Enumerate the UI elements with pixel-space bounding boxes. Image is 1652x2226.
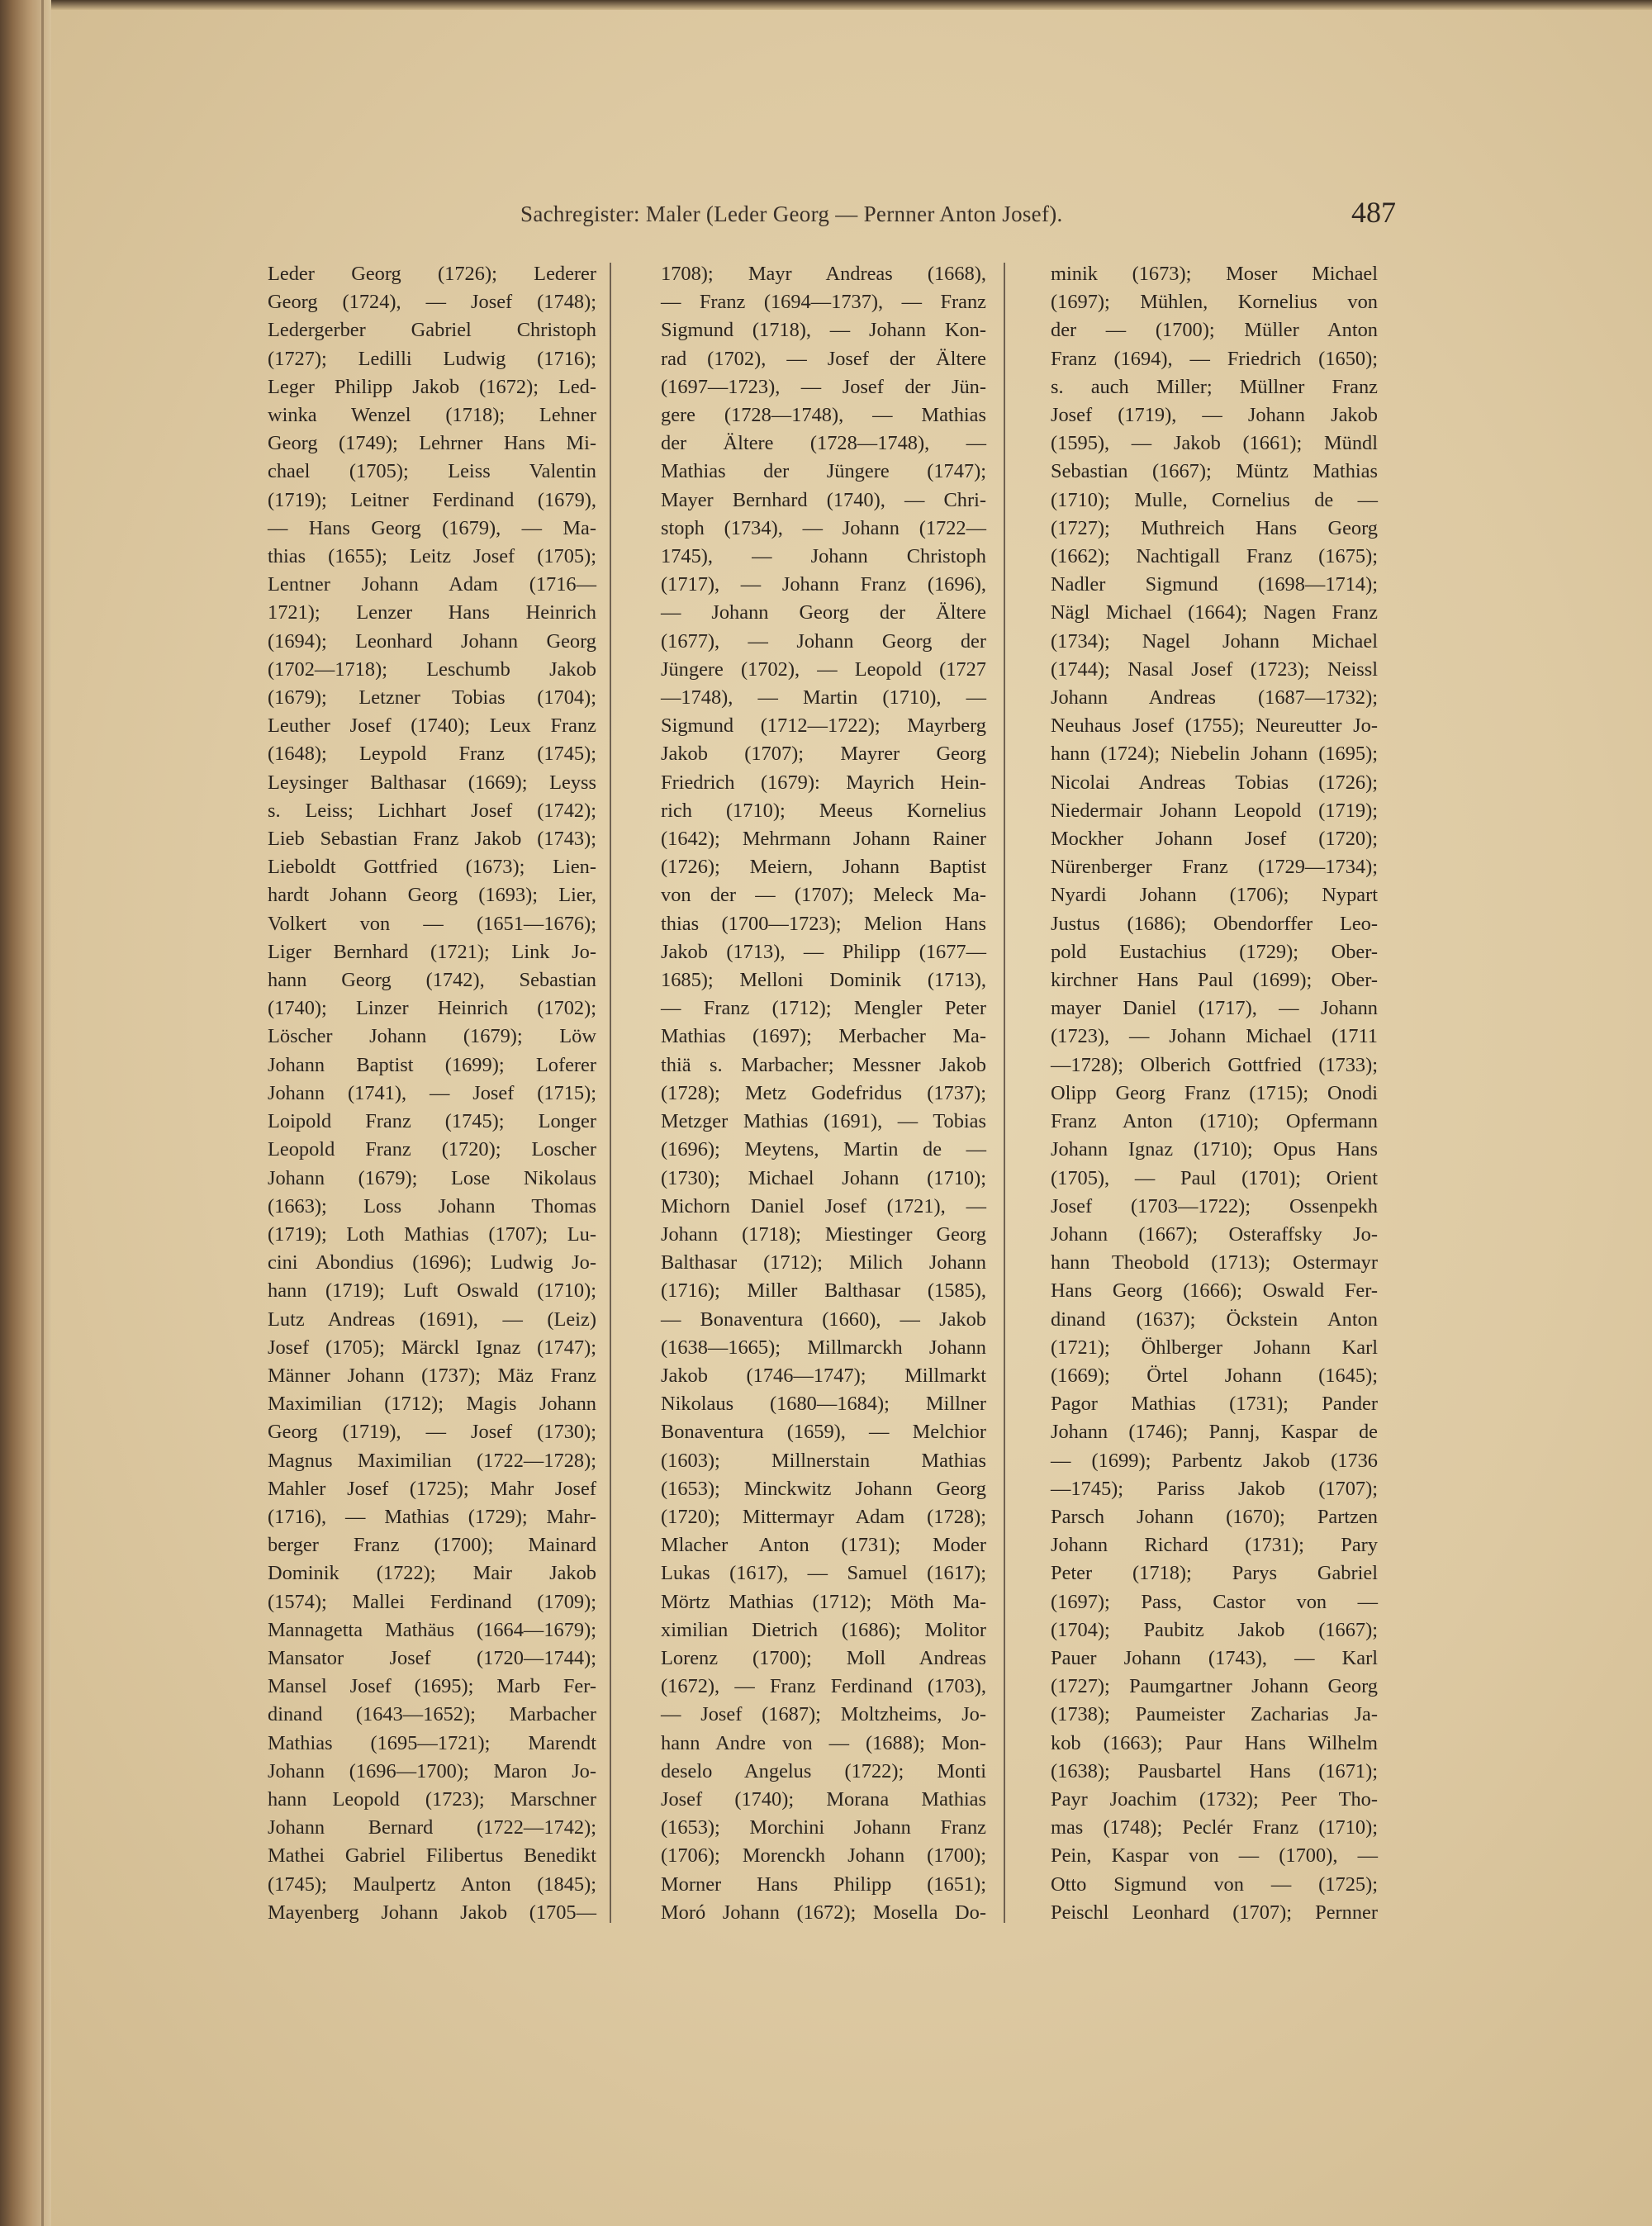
index-line: Jakob (1713), — Philipp (1677—	[661, 940, 986, 963]
index-column-1	[268, 260, 596, 1937]
index-line: s. Leiss; Lichhart Josef (1742);	[268, 799, 596, 822]
index-line: Leuther Josef (1740); Leux Franz	[268, 714, 596, 738]
index-line: (1717), — Johann Franz (1696),	[661, 573, 986, 596]
index-line: Johann (1746); Pannj, Kaspar de	[1051, 1421, 1378, 1444]
index-line: Georg (1719), — Josef (1730);	[268, 1421, 596, 1444]
index-line: 1745), — Johann Christoph	[661, 545, 986, 568]
index-line: Lieb Sebastian Franz Jakob (1743);	[268, 828, 596, 851]
index-line: dinand (1637); Öckstein Anton	[1051, 1308, 1378, 1331]
index-line: Johann Baptist (1699); Loferer	[268, 1053, 596, 1076]
index-line: Mathei Gabriel Filibertus Benedikt	[268, 1844, 596, 1868]
index-line: Nicolai Andreas Tobias (1726);	[1051, 771, 1378, 794]
index-line: Liger Bernhard (1721); Link Jo-	[268, 940, 596, 963]
index-line: (1705), — Paul (1701); Orient	[1051, 1166, 1378, 1189]
index-line: (1694); Leonhard Johann Georg	[268, 629, 596, 653]
index-line: Sebastian (1667); Müntz Mathias	[1051, 460, 1378, 483]
index-line: (1653); Minckwitz Johann Georg	[661, 1477, 986, 1500]
index-line: Sigmund (1718), — Johann Kon-	[661, 319, 986, 342]
index-line: (1653); Morchini Johann Franz	[661, 1816, 986, 1839]
index-line: Nadler Sigmund (1698—1714);	[1051, 573, 1378, 596]
index-line: Jüngere (1702), — Leopold (1727	[661, 657, 986, 681]
index-line: Niedermair Johann Leopold (1719);	[1051, 799, 1378, 822]
index-line: Justus (1686); Obendorffer Leo-	[1051, 912, 1378, 935]
index-line: Johann (1741), — Josef (1715);	[268, 1081, 596, 1104]
index-line: Mansel Josef (1695); Marb Fer-	[268, 1675, 596, 1698]
index-line: Dominik (1722); Mair Jakob	[268, 1562, 596, 1585]
index-line: Metzger Mathias (1691), — Tobias	[661, 1110, 986, 1133]
index-line: chael (1705); Leiss Valentin	[268, 460, 596, 483]
index-line: Mathias der Jüngere (1747);	[661, 460, 986, 483]
index-line: Johann (1667); Osteraffsky Jo-	[1051, 1222, 1378, 1246]
index-line: Mathias (1695—1721); Marendt	[268, 1731, 596, 1754]
index-line: (1730); Michael Johann (1710);	[661, 1166, 986, 1189]
index-line: Nikolaus (1680—1684); Millner	[661, 1393, 986, 1416]
index-line: deselo Angelus (1722); Monti	[661, 1759, 986, 1782]
index-line: Ledergerber Gabriel Christoph	[268, 319, 596, 342]
index-line: (1726); Meiern, Johann Baptist	[661, 856, 986, 879]
index-line: thias (1655); Leitz Josef (1705);	[268, 545, 596, 568]
index-line: Nürenberger Franz (1729—1734);	[1051, 856, 1378, 879]
index-line: (1669); Örtel Johann (1645);	[1051, 1364, 1378, 1387]
index-line: (1719); Leitner Ferdinand (1679),	[268, 488, 596, 511]
index-line: (1740); Linzer Heinrich (1702);	[268, 997, 596, 1020]
index-line: Lukas (1617), — Samuel (1617);	[661, 1562, 986, 1585]
index-line: Magnus Maximilian (1722—1728);	[268, 1449, 596, 1472]
index-line: Mörtz Mathias (1712); Möth Ma-	[661, 1590, 986, 1613]
index-line: (1727); Ledilli Ludwig (1716);	[268, 347, 596, 370]
index-line: Lentner Johann Adam (1716—	[268, 573, 596, 596]
index-line: Josef (1719), — Johann Jakob	[1051, 404, 1378, 427]
index-line: stoph (1734), — Johann (1722—	[661, 516, 986, 539]
index-line: (1677), — Johann Georg der	[661, 629, 986, 653]
index-line: gere (1728—1748), — Mathias	[661, 404, 986, 427]
index-line: Josef (1705); Märckl Ignaz (1747);	[268, 1336, 596, 1359]
index-line: —1748), — Martin (1710), —	[661, 686, 986, 710]
index-line: (1706); Morenckh Johann (1700);	[661, 1844, 986, 1868]
index-line: — Hans Georg (1679), — Ma-	[268, 516, 596, 539]
index-line: (1720); Mittermayr Adam (1728);	[661, 1505, 986, 1528]
index-line: (1745); Maulpertz Anton (1845);	[268, 1872, 596, 1896]
index-line: (1738); Paumeister Zacharias Ja-	[1051, 1703, 1378, 1726]
index-line: (1716), — Mathias (1729); Mahr-	[268, 1505, 596, 1528]
spine-fold-line	[41, 0, 44, 2226]
index-line: (1704); Paubitz Jakob (1667);	[1051, 1618, 1378, 1641]
index-line: mas (1748); Peclér Franz (1710);	[1051, 1816, 1378, 1839]
index-line: (1638—1665); Millmarckh Johann	[661, 1336, 986, 1359]
index-line: Pauer Johann (1743), — Karl	[1051, 1646, 1378, 1669]
index-line: Parsch Johann (1670); Partzen	[1051, 1505, 1378, 1528]
index-line: (1672), — Franz Ferdinand (1703),	[661, 1675, 986, 1698]
index-line: (1727); Paumgartner Johann Georg	[1051, 1675, 1378, 1698]
index-line: Leysinger Balthasar (1669); Leyss	[268, 771, 596, 794]
index-line: kob (1663); Paur Hans Wilhelm	[1051, 1731, 1378, 1754]
index-line: Löscher Johann (1679); Löw	[268, 1025, 596, 1048]
index-line: (1728); Metz Godefridus (1737);	[661, 1081, 986, 1104]
index-line: 1685); Melloni Dominik (1713),	[661, 969, 986, 992]
index-line: Lorenz (1700); Moll Andreas	[661, 1646, 986, 1669]
index-line: von der — (1707); Meleck Ma-	[661, 884, 986, 907]
index-line: Peischl Leonhard (1707); Pernner	[1051, 1901, 1378, 1924]
index-line: (1710); Mulle, Cornelius de —	[1051, 488, 1378, 511]
index-line: Michorn Daniel Josef (1721), —	[661, 1194, 986, 1217]
index-line: Friedrich (1679): Mayrich Hein-	[661, 771, 986, 794]
index-line: Bonaventura (1659), — Melchior	[661, 1421, 986, 1444]
index-line: pold Eustachius (1729); Ober-	[1051, 940, 1378, 963]
index-line: Josef (1703—1722); Ossenpekh	[1051, 1194, 1378, 1217]
index-column-3	[1051, 260, 1378, 1937]
index-line: rich (1710); Meeus Kornelius	[661, 799, 986, 822]
index-line: ximilian Dietrich (1686); Molitor	[661, 1618, 986, 1641]
index-line: dinand (1643—1652); Marbacher	[268, 1703, 596, 1726]
index-line: (1734); Nagel Johann Michael	[1051, 629, 1378, 653]
index-line: winka Wenzel (1718); Lehner	[268, 404, 596, 427]
index-line: —1728); Olberich Gottfried (1733);	[1051, 1053, 1378, 1076]
index-line: thiä s. Marbacher; Messner Jakob	[661, 1053, 986, 1076]
index-line: thias (1700—1723); Melion Hans	[661, 912, 986, 935]
index-line: rad (1702), — Josef der Ältere	[661, 347, 986, 370]
index-line: Sigmund (1712—1722); Mayrberg	[661, 714, 986, 738]
index-line: 1708); Mayr Andreas (1668),	[661, 263, 986, 285]
index-line: Georg (1749); Lehrner Hans Mi-	[268, 432, 596, 455]
index-line: der — (1700); Müller Anton	[1051, 319, 1378, 342]
index-line: hardt Johann Georg (1693); Lier,	[268, 884, 596, 907]
index-line: Pein, Kaspar von — (1700), —	[1051, 1844, 1378, 1868]
index-line: (1697—1723), — Josef der Jün-	[661, 375, 986, 398]
index-line: Lieboldt Gottfried (1673); Lien-	[268, 856, 596, 879]
index-line: (1648); Leypold Franz (1745);	[268, 743, 596, 766]
index-line: cini Abondius (1696); Ludwig Jo-	[268, 1251, 596, 1274]
index-line: Josef (1740); Morana Mathias	[661, 1787, 986, 1811]
index-line: (1679); Letzner Tobias (1704);	[268, 686, 596, 710]
index-line: Lutz Andreas (1691), — (Leiz)	[268, 1308, 596, 1331]
index-line: Volkert von — (1651—1676);	[268, 912, 596, 935]
index-line: Mahler Josef (1725); Mahr Josef	[268, 1477, 596, 1500]
index-line: (1697); Pass, Castor von —	[1051, 1590, 1378, 1613]
index-line: (1744); Nasal Josef (1723); Neissl	[1051, 657, 1378, 681]
index-line: — Franz (1712); Mengler Peter	[661, 997, 986, 1020]
index-line: hann (1724); Niebelin Johann (1695);	[1051, 743, 1378, 766]
index-line: Franz (1694), — Friedrich (1650);	[1051, 347, 1378, 370]
index-line: (1595), — Jakob (1661); Mündl	[1051, 432, 1378, 455]
index-line: (1702—1718); Leschumb Jakob	[268, 657, 596, 681]
index-line: Moró Johann (1672); Mosella Do-	[661, 1901, 986, 1924]
index-line: Mansator Josef (1720—1744);	[268, 1646, 596, 1669]
index-line: Mockher Johann Josef (1720);	[1051, 828, 1378, 851]
index-line: Balthasar (1712); Milich Johann	[661, 1251, 986, 1274]
index-line: (1642); Mehrmann Johann Rainer	[661, 828, 986, 851]
index-line: Pagor Mathias (1731); Pander	[1051, 1393, 1378, 1416]
index-line: Johann Andreas (1687—1732);	[1051, 686, 1378, 710]
index-line: 1721); Lenzer Hans Heinrich	[268, 601, 596, 624]
index-line: Johann (1696—1700); Maron Jo-	[268, 1759, 596, 1782]
index-line: Johann Richard (1731); Pary	[1051, 1534, 1378, 1557]
index-line: Otto Sigmund von — (1725);	[1051, 1872, 1378, 1896]
index-line: Olipp Georg Franz (1715); Onodi	[1051, 1081, 1378, 1104]
index-line: Johann Ignaz (1710); Opus Hans	[1051, 1138, 1378, 1161]
index-line: (1716); Miller Balthasar (1585),	[661, 1279, 986, 1303]
index-line: Leger Philipp Jakob (1672); Led-	[268, 375, 596, 398]
running-header: Sachregister: Maler (Leder Georg — Pernner Anton Josef).	[520, 202, 1063, 226]
index-line: Georg (1724), — Josef (1748);	[268, 291, 596, 314]
index-line: — Bonaventura (1660), — Jakob	[661, 1308, 986, 1331]
index-line: Maximilian (1712); Magis Johann	[268, 1393, 596, 1416]
column-divider-1	[610, 263, 611, 1923]
index-line: Nyardi Johann (1706); Nypart	[1051, 884, 1378, 907]
index-line: Franz Anton (1710); Opfermann	[1051, 1110, 1378, 1133]
index-line: minik (1673); Moser Michael	[1051, 263, 1378, 285]
page-top-edge	[0, 0, 1652, 10]
index-line: Leopold Franz (1720); Loscher	[268, 1138, 596, 1161]
index-line: (1574); Mallei Ferdinand (1709);	[268, 1590, 596, 1613]
column-divider-2	[1004, 263, 1005, 1923]
index-line: — Josef (1687); Moltzheims, Jo-	[661, 1703, 986, 1726]
index-line: der Ältere (1728—1748), —	[661, 432, 986, 455]
index-column-2	[661, 260, 986, 1937]
index-line: (1638); Pausbartel Hans (1671);	[1051, 1759, 1378, 1782]
index-line: Peter (1718); Parys Gabriel	[1051, 1562, 1378, 1585]
index-line: Jakob (1746—1747); Millmarkt	[661, 1364, 986, 1387]
index-line: — Franz (1694—1737), — Franz	[661, 291, 986, 314]
index-line: kirchner Hans Paul (1699); Ober-	[1051, 969, 1378, 992]
index-line: (1723), — Johann Michael (1711	[1051, 1025, 1378, 1048]
index-line: Johann (1718); Miestinger Georg	[661, 1222, 986, 1246]
index-line: Johann Bernard (1722—1742);	[268, 1816, 596, 1839]
index-line: (1663); Loss Johann Thomas	[268, 1194, 596, 1217]
index-line: Mayenberg Johann Jakob (1705—	[268, 1901, 596, 1924]
index-line: (1662); Nachtigall Franz (1675);	[1051, 545, 1378, 568]
index-line: hann Leopold (1723); Marschner	[268, 1787, 596, 1811]
index-line: Loipold Franz (1745); Longer	[268, 1110, 596, 1133]
index-line: (1603); Millnerstain Mathias	[661, 1449, 986, 1472]
page-number: 487	[1351, 196, 1396, 229]
index-line: — Johann Georg der Ältere	[661, 601, 986, 624]
index-line: mayer Daniel (1717), — Johann	[1051, 997, 1378, 1020]
index-line: (1719); Loth Mathias (1707); Lu-	[268, 1222, 596, 1246]
index-line: Mannagetta Mathäus (1664—1679);	[268, 1618, 596, 1641]
index-line: Jakob (1707); Mayrer Georg	[661, 743, 986, 766]
index-line: (1696); Meytens, Martin de —	[661, 1138, 986, 1161]
index-line: Leder Georg (1726); Lederer	[268, 263, 596, 285]
index-line: Morner Hans Philipp (1651);	[661, 1872, 986, 1896]
index-line: Mayer Bernhard (1740), — Chri-	[661, 488, 986, 511]
index-line: — (1699); Parbentz Jakob (1736	[1051, 1449, 1378, 1472]
index-line: Hans Georg (1666); Oswald Fer-	[1051, 1279, 1378, 1303]
index-line: berger Franz (1700); Mainard	[268, 1534, 596, 1557]
index-line: Männer Johann (1737); Mäz Franz	[268, 1364, 596, 1387]
index-line: (1721); Öhlberger Johann Karl	[1051, 1336, 1378, 1359]
index-line: Mathias (1697); Merbacher Ma-	[661, 1025, 986, 1048]
index-line: Nägl Michael (1664); Nagen Franz	[1051, 601, 1378, 624]
index-line: hann Andre von — (1688); Mon-	[661, 1731, 986, 1754]
index-line: (1697); Mühlen, Kornelius von	[1051, 291, 1378, 314]
index-line: hann (1719); Luft Oswald (1710);	[268, 1279, 596, 1303]
index-line: Johann (1679); Lose Nikolaus	[268, 1166, 596, 1189]
index-line: Mlacher Anton (1731); Moder	[661, 1534, 986, 1557]
index-line: Neuhaus Josef (1755); Neureutter Jo-	[1051, 714, 1378, 738]
index-line: s. auch Miller; Müllner Franz	[1051, 375, 1378, 398]
index-line: hann Theobold (1713); Ostermayr	[1051, 1251, 1378, 1274]
index-line: Payr Joachim (1732); Peer Tho-	[1051, 1787, 1378, 1811]
index-line: —1745); Pariss Jakob (1707);	[1051, 1477, 1378, 1500]
index-line: (1727); Muthreich Hans Georg	[1051, 516, 1378, 539]
index-line: hann Georg (1742), Sebastian	[268, 969, 596, 992]
